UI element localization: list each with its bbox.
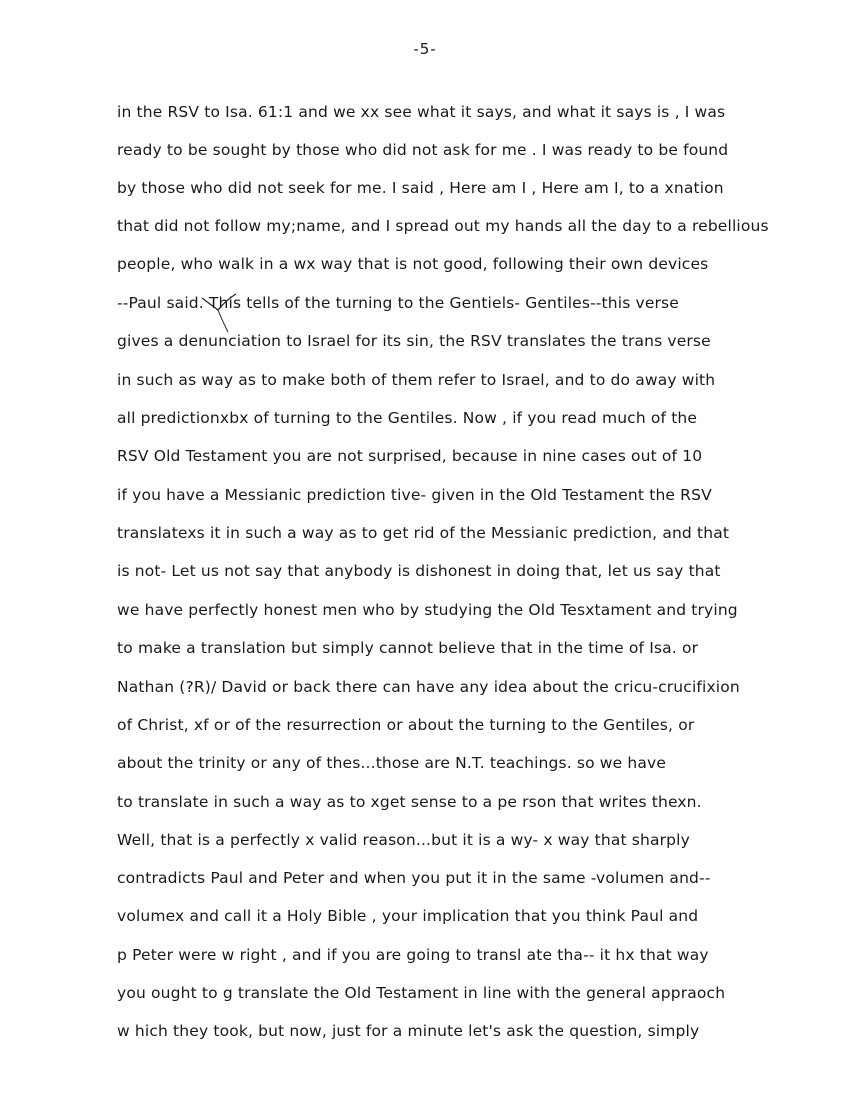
- text-line: in such as way as to make both of them refer to Israel, and to do away with: [117, 371, 716, 389]
- text-line: to translate in such a way as to xget sense to a pe rson that writes thexn.: [117, 793, 702, 811]
- text-line: about the trinity or any of thes...those are N.T. teachings. so we have: [117, 754, 667, 772]
- text-line: ready to be sought by those who did not ask for me . I was ready to be found: [117, 141, 729, 159]
- page-number: -5-: [413, 40, 437, 58]
- text-line: you ought to g translate the Old Testament in line with the general appraoch: [117, 984, 726, 1002]
- text-line: translatexs it in such a way as to get rid of the Messianic prediction, and that: [117, 524, 730, 542]
- text-line: --Paul said. This tells of the turning to the Gentiels- Gentiles--this verse: [117, 294, 679, 312]
- text-line: is not- Let us not say that anybody is dishonest in doing that, let us say that: [117, 562, 721, 580]
- text-line: in the RSV to Isa. 61:1 and we xx see what it says, and what it says is , I was: [117, 103, 726, 121]
- text-line: we have perfectly honest men who by studying the Old Tesxtament and trying: [117, 601, 738, 619]
- text-line: all predictionxbx of turning to the Gentiles. Now , if you read much of the: [117, 409, 698, 427]
- text-line: people, who walk in a wx way that is not good, following their own devices: [117, 255, 709, 273]
- text-line: to make a translation but simply cannot believe that in the time of Isa. or: [117, 639, 699, 657]
- text-line: contradicts Paul and Peter and when you put it in the same -volumen and--: [117, 869, 711, 887]
- text-line: if you have a Messianic prediction tive- given in the Old Testament the RSV: [117, 486, 712, 504]
- text-line: by those who did not seek for me. I said , Here am I , Here am I, to a xnation: [117, 179, 724, 197]
- text-line: w hich they took, but now, just for a minute let's ask the question, simply: [117, 1022, 700, 1040]
- text-line: RSV Old Testament you are not surprised, because in nine cases out of 10: [117, 447, 703, 465]
- text-line: gives a denunciation to Israel for its sin, the RSV translates the trans verse: [117, 332, 711, 350]
- handwritten-pen-mark: [196, 290, 246, 335]
- text-line: volumex and call it a Holy Bible , your implication that you think Paul and: [117, 907, 699, 925]
- text-line: of Christ, xf or of the resurrection or about the turning to the Gentiles, or: [117, 716, 695, 734]
- text-line: Nathan (?R)/ David or back there can have any idea about the cricu-crucifixion: [117, 678, 740, 696]
- text-line: Well, that is a perfectly x valid reason...but it is a wy- x way that sharply: [117, 831, 690, 849]
- text-line: that did not follow my;name, and I spread out my hands all the day to a rebellious: [117, 217, 769, 235]
- text-line: p Peter were w right , and if you are going to transl ate tha-- it hx that way: [117, 946, 709, 964]
